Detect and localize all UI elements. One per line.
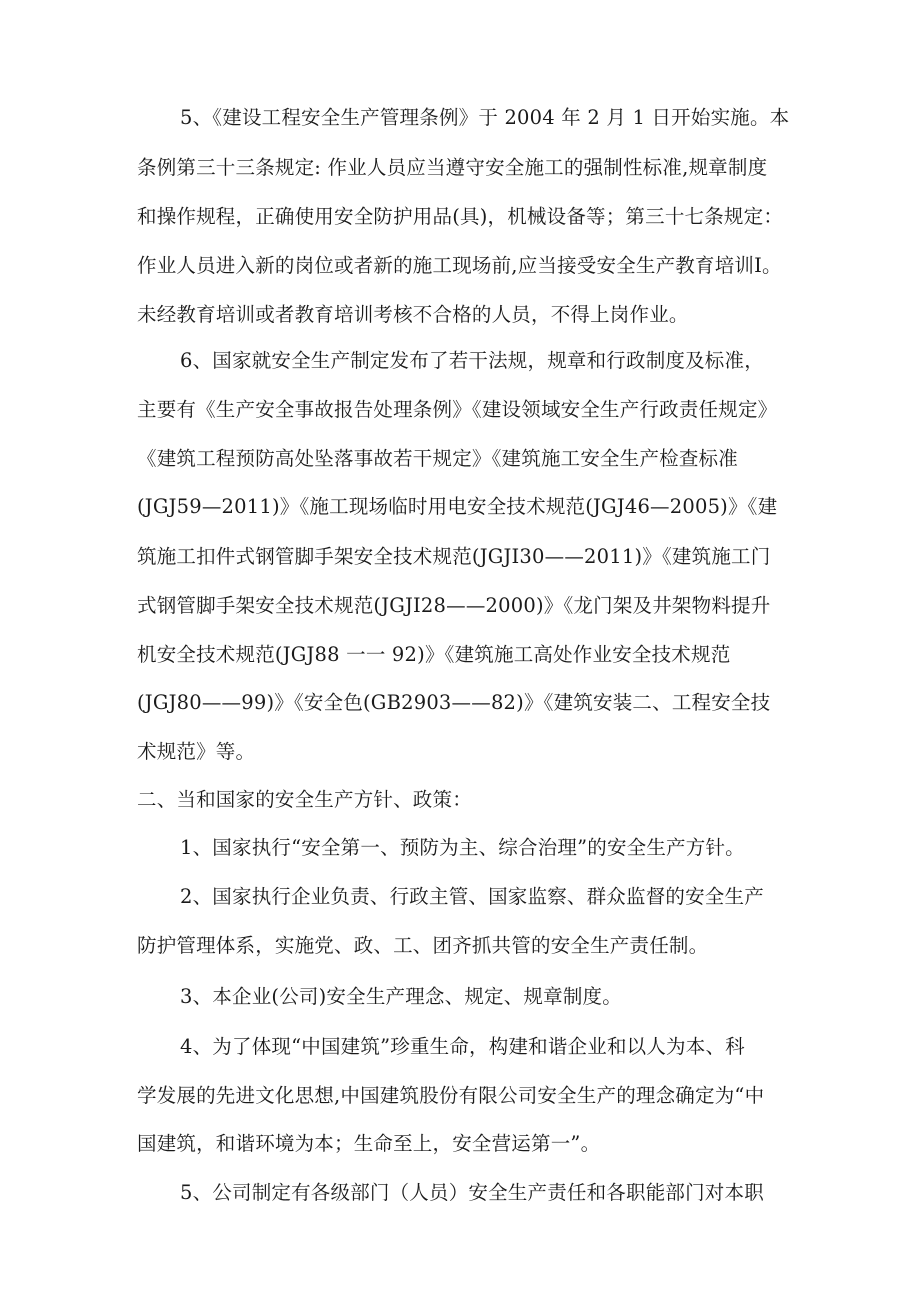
text-line: 术规范》等。 bbox=[137, 740, 256, 763]
text-line: (JGJ80——99)》《安全色(GB2903——82)》《建筑安装二、工程安全技 bbox=[137, 691, 771, 714]
text-line: 防护管理体系，实施党、政、工、团齐抓共管的安全生产责任制。 bbox=[137, 934, 709, 957]
text-line: 1、国家执行“安全第一、预防为主、综合治理”的安全生产方针。 bbox=[180, 836, 745, 859]
text-line: (JGJ59—2011)》《施工现场临时用电安全技术规范(JGJ46—2005)》《建 bbox=[137, 495, 778, 518]
text-line: 筑施工扣件式钢管脚手架安全技术规范(JGJI30——2011)》《建筑施工门 bbox=[137, 545, 771, 568]
text-line: 2、国家执行企业负责、行政主管、国家监察、群众监督的安全生产 bbox=[180, 885, 764, 908]
text-line: 和操作规程，正确使用安全防护用品(具)，机械设备等；第三十七条规定： bbox=[137, 205, 784, 228]
text-line: 5、《建设工程安全生产管理条例》于 2004 年 2 月 1 日开始实施。本 bbox=[180, 106, 790, 129]
text-line: 3、本企业(公司)安全生产理念、规定、规章制度。 bbox=[180, 985, 622, 1008]
text-line: 学发展的先进文化思想,中国建筑股份有限公司安全生产的理念确定为“中 bbox=[137, 1084, 765, 1107]
text-line: 6、国家就安全生产制定发布了若干法规，规章和行政制度及标准， bbox=[180, 349, 764, 372]
text-line: 《建筑工程预防高处坠落事故若干规定》《建筑施工安全生产检查标准 bbox=[137, 447, 738, 470]
text-line: 5、公司制定有各级部门（人员）安全生产责任和各职能部门对本职 bbox=[180, 1181, 764, 1204]
text-line: 作业人员进入新的岗位或者新的施工现场前,应当接受安全生产教育培训Ⅰ。 bbox=[137, 254, 782, 277]
text-line: 国建筑，和谐环境为本；生命至上，安全营运第一”。 bbox=[137, 1132, 601, 1155]
text-line: 未经教育培训或者教育培训考核不合格的人员，不得上岗作业。 bbox=[137, 303, 689, 326]
text-line: 主要有《生产安全事故报告处理条例》《建设领域安全生产行政责任规定》 bbox=[137, 398, 778, 421]
text-line: 式钢管脚手架安全技术规范(JGJI28——2000)》《龙门架及井架物料提升 bbox=[137, 594, 771, 617]
text-line: 机安全技术规范(JGJ88 一一 92)》《建筑施工高处作业安全技术规范 bbox=[137, 643, 731, 666]
text-line: 条例第三十三条规定: 作业人员应当遵守安全施工的强制性标准,规章制度 bbox=[137, 156, 768, 179]
section-heading: 二、当和国家的安全生产方针、政策： bbox=[137, 788, 472, 811]
text-line: 4、为了体现“中国建筑”珍重生命，构建和谐企业和以人为本、科 bbox=[180, 1035, 745, 1058]
